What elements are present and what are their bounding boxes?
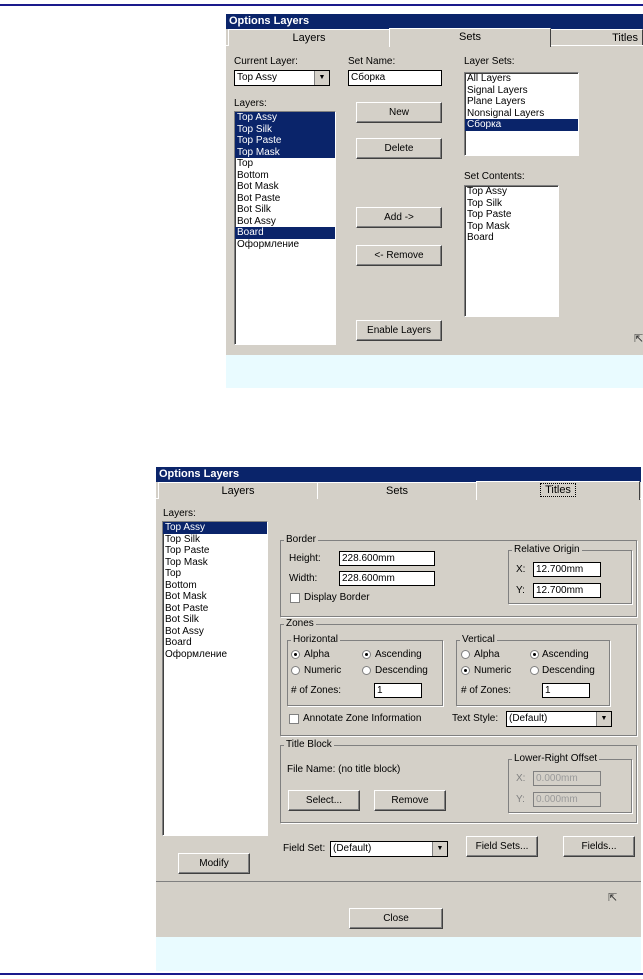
text-style-label: Text Style: (452, 713, 499, 724)
offset-x-input[interactable]: 0.000mm (533, 771, 601, 786)
display-border-checkbox[interactable] (290, 593, 300, 603)
list-item[interactable]: Bot Assy (165, 625, 204, 637)
options-layers-dialog-titles (156, 467, 641, 881)
list-item[interactable]: Bot Assy (237, 215, 276, 227)
h-descending-label: Descending (375, 665, 428, 676)
list-item[interactable]: Signal Layers (467, 84, 528, 96)
text-style-value: (Default) (509, 713, 548, 724)
field-set-label: Field Set: (283, 843, 326, 854)
origin-x-input[interactable]: 12.700mm (533, 562, 601, 577)
tab-layers[interactable]: Layers (158, 482, 318, 499)
title-block-title: Title Block (286, 739, 332, 750)
set-contents-list[interactable] (464, 185, 559, 317)
list-item[interactable]: Bot Mask (165, 591, 207, 602)
list-item[interactable]: Board (165, 637, 192, 648)
list-item[interactable]: Top Mask (165, 556, 208, 568)
top-rule (0, 4, 643, 6)
delete-button[interactable]: Delete (356, 138, 442, 159)
mouse-cursor-icon: ⇱ (634, 333, 643, 345)
border-group-title: Border (286, 534, 317, 545)
h-numeric-radio[interactable] (291, 666, 300, 675)
h-alpha-label: Alpha (304, 649, 330, 660)
remove-button[interactable]: <- Remove (356, 245, 442, 266)
tab-sets[interactable]: Sets (317, 482, 477, 499)
relative-origin-title: Relative Origin (514, 544, 580, 555)
offset-y-input[interactable]: 0.000mm (533, 792, 601, 807)
list-item[interactable]: Top Paste (165, 545, 210, 556)
tab-titles-label: Titles (540, 483, 576, 497)
h-zones-input[interactable]: 1 (374, 683, 422, 698)
h-numeric-label: Numeric (304, 665, 342, 676)
fields-button[interactable]: Fields... (563, 836, 635, 857)
select-button[interactable]: Select... (288, 790, 360, 811)
list-item[interactable]: Bottom (165, 579, 197, 591)
options-layers-dialog-sets (226, 14, 643, 355)
list-item[interactable]: All Layers (467, 73, 511, 84)
v-zones-input[interactable]: 1 (542, 683, 590, 698)
enable-layers-button[interactable]: Enable Layers (356, 320, 442, 341)
layers-list[interactable] (234, 111, 336, 345)
v-zones-label: # of Zones: (461, 685, 512, 696)
dialog-title: Options Layers (156, 467, 641, 482)
v-numeric-label: Numeric (474, 665, 512, 676)
list-item[interactable]: Bottom (237, 169, 269, 181)
height-input[interactable]: 228.600mm (339, 551, 435, 566)
annotate-zone-checkbox[interactable] (289, 714, 299, 724)
v-descending-label: Descending (542, 665, 595, 676)
current-layer-label: Current Layer: (234, 56, 298, 67)
list-item[interactable]: Bot Silk (237, 204, 271, 215)
dialog-bottom-area (156, 881, 641, 938)
dialog-footer-strip (226, 355, 643, 388)
list-item-selected[interactable]: Top Silk (235, 124, 335, 136)
list-item[interactable]: Bot Paste (237, 192, 281, 204)
current-layer-select[interactable] (234, 70, 330, 86)
dialog-footer-strip (156, 937, 641, 971)
layers-label: Layers: (163, 508, 196, 519)
v-numeric-radio[interactable] (461, 666, 470, 675)
layer-sets-list[interactable] (464, 72, 579, 156)
tab-titles[interactable] (476, 481, 640, 500)
lower-right-offset-title: Lower-Right Offset (514, 753, 598, 764)
v-alpha-label: Alpha (474, 649, 500, 660)
add-button[interactable]: Add -> (356, 207, 442, 228)
height-label: Height: (289, 553, 321, 564)
origin-y-input[interactable]: 12.700mm (533, 583, 601, 598)
v-ascending-label: Ascending (542, 649, 589, 660)
list-item-selected[interactable]: Top Paste (235, 135, 335, 147)
v-ascending-radio[interactable] (530, 650, 539, 659)
list-item[interactable]: Оформление (237, 238, 300, 250)
list-item[interactable]: Top Mask (467, 220, 510, 232)
h-ascending-radio[interactable] (362, 650, 371, 659)
bottom-rule (0, 973, 643, 975)
h-ascending-label: Ascending (375, 649, 422, 660)
mouse-cursor-icon: ⇱ (608, 892, 618, 904)
set-name-label: Set Name: (348, 56, 396, 67)
list-item-selected[interactable]: Board (235, 227, 335, 239)
layer-sets-label: Layer Sets: (464, 56, 515, 67)
tab-layers[interactable]: Layers (228, 29, 390, 46)
current-layer-value: Top Assy (237, 72, 278, 83)
list-item[interactable]: Bot Mask (237, 181, 279, 192)
list-item[interactable]: Bot Silk (165, 614, 199, 625)
list-item[interactable]: Top Assy (467, 186, 508, 197)
list-item[interactable]: Board (467, 232, 494, 243)
new-button[interactable]: New (356, 102, 442, 123)
origin-y-label: Y: (516, 585, 525, 596)
close-button[interactable]: Close (349, 908, 443, 929)
annotate-zone-label: Annotate Zone Information (303, 713, 422, 724)
text-style-select[interactable] (506, 711, 612, 727)
file-name-text: File Name: (no title block) (287, 764, 401, 775)
list-item[interactable]: Top (237, 158, 254, 169)
remove-title-button[interactable]: Remove (374, 790, 446, 811)
field-set-select[interactable] (330, 841, 448, 857)
list-item[interactable]: Top Paste (467, 209, 512, 220)
v-descending-radio[interactable] (530, 666, 539, 675)
vertical-title: Vertical (462, 634, 495, 645)
origin-x-label: X: (516, 564, 526, 575)
field-set-value: (Default) (333, 843, 372, 854)
h-descending-radio[interactable] (362, 666, 371, 675)
list-item[interactable]: Top Silk (467, 197, 503, 209)
offset-y-label: Y: (516, 794, 525, 805)
set-contents-label: Set Contents: (464, 171, 525, 182)
layers-list[interactable] (162, 521, 268, 836)
field-sets-button[interactable]: Field Sets... (466, 836, 538, 857)
modify-button[interactable]: Modify (178, 853, 250, 874)
display-border-label: Display Border (304, 592, 370, 603)
list-item[interactable]: Оформление (165, 648, 228, 660)
width-label: Width: (289, 573, 318, 584)
layers-label: Layers: (234, 98, 267, 109)
chevron-down-icon[interactable]: ▼ (432, 842, 447, 856)
horizontal-title: Horizontal (293, 634, 339, 645)
h-alpha-radio[interactable] (291, 650, 300, 659)
h-zones-label: # of Zones: (291, 685, 342, 696)
list-item-selected[interactable]: Top Assy (163, 522, 267, 534)
set-name-input[interactable]: Сборка (348, 70, 442, 86)
zones-group-title: Zones (286, 618, 314, 629)
width-input[interactable]: 228.600mm (339, 571, 435, 586)
v-alpha-radio[interactable] (461, 650, 470, 659)
offset-x-label: X: (516, 773, 526, 784)
tab-titles[interactable]: Titles (550, 29, 643, 45)
list-item[interactable]: Nonsignal Layers (467, 107, 545, 119)
list-item-selected[interactable]: Top Assy (235, 112, 335, 124)
dialog-title: Options Layers (226, 14, 643, 29)
chevron-down-icon[interactable]: ▼ (314, 71, 329, 85)
list-item[interactable]: Bot Paste (165, 602, 209, 614)
list-item[interactable]: Top Silk (165, 533, 201, 545)
list-item-selected[interactable]: Top Mask (235, 147, 335, 159)
list-item-selected[interactable]: Сборка (465, 119, 578, 131)
list-item[interactable]: Plane Layers (467, 96, 526, 107)
chevron-down-icon[interactable]: ▼ (596, 712, 611, 726)
tab-sets[interactable]: Sets (389, 28, 551, 47)
list-item[interactable]: Top (165, 568, 182, 579)
